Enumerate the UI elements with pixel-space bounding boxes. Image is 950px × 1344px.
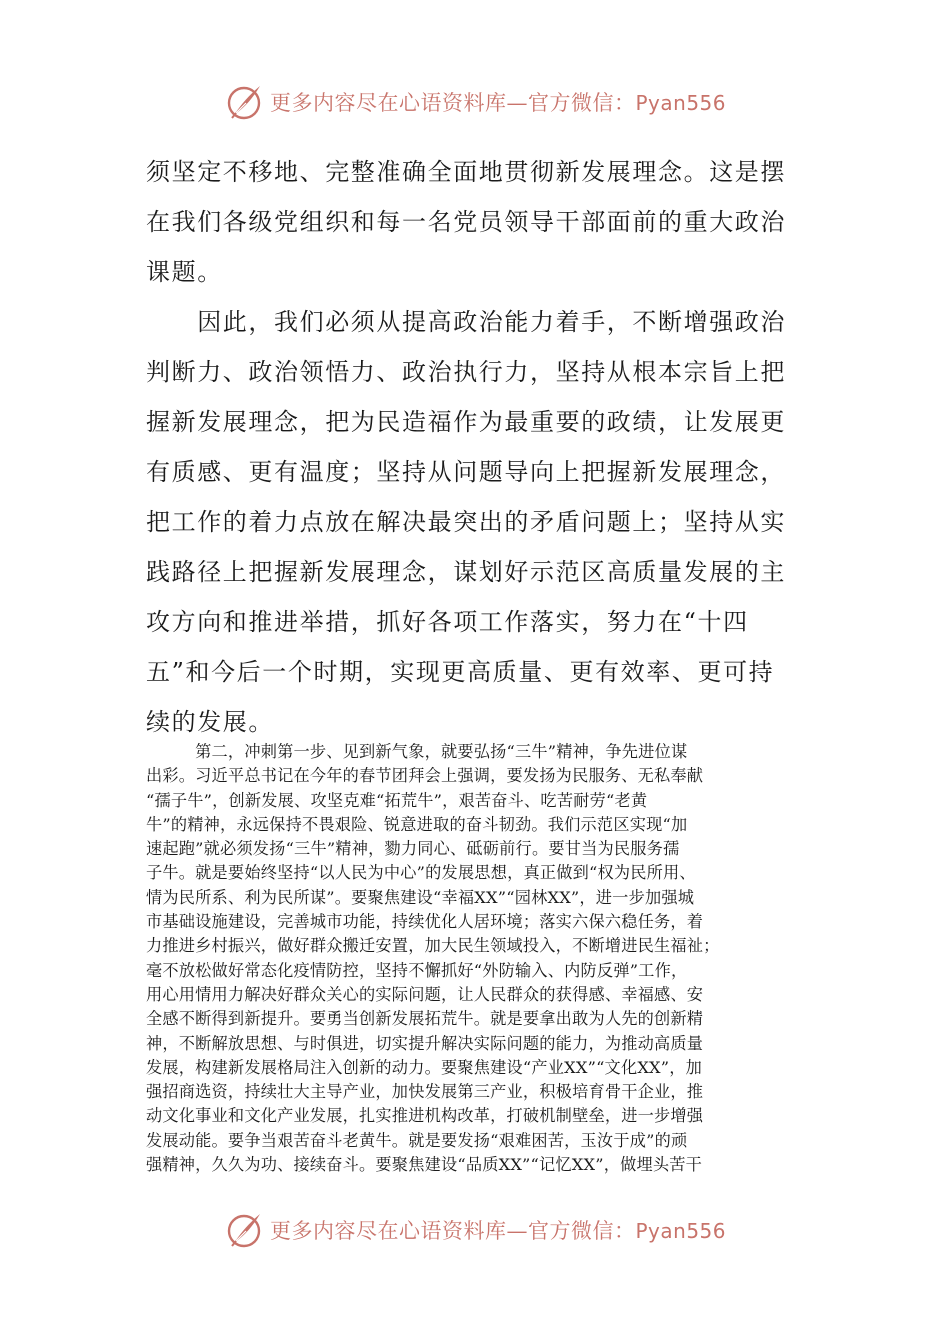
small-text-line: 力推进乡村振兴，做好群众搬迁安置，加大民生领域投入，不断增进民生福祉；: [146, 936, 720, 956]
large-text-block: [146, 147, 806, 747]
header-banner-text: [270, 87, 726, 117]
footer-banner-cn: 更多内容尽在心语资料库—官方微信：: [269, 1219, 636, 1243]
large-text-line: 把工作的着力点放在解决最突出的矛盾问题上；坚持从实: [146, 508, 786, 536]
small-text-line: 毫不放松做好常态化疫情防控，坚持不懈抓好“外防输入、内防反弹”工作，: [146, 960, 688, 980]
large-text-line: 续的发展。: [146, 708, 274, 736]
large-text-line: 践路径上把握新发展理念，谋划好示范区高质量发展的主: [146, 558, 786, 586]
large-text-line: 在我们各级党组织和每一名党员领导干部面前的重大政治: [146, 208, 786, 236]
small-text-line: 动文化事业和文化产业发展，扎实推进机构改革，打破机制壁垒，进一步增强: [146, 1106, 704, 1126]
small-text-line: 速起跑”就必须发扬“三牛”精神，勠力同心、砥砺前行。要甘当为民服务孺: [146, 839, 680, 859]
large-text-line: 攻方向和推进举措，抓好各项工作落实，努力在“十四: [146, 608, 749, 636]
footer-banner-wechat-id: Pyan556: [635, 1219, 726, 1243]
small-text-line: 子牛。就是要始终坚持“以人民为中心”的发展思想，真正做到“权为民所用、: [146, 863, 696, 883]
small-text-line: 发展，构建新发展格局注入创新的动力。要聚焦建设“产业XX”“文化XX”，加: [146, 1057, 703, 1077]
large-text-line: 判断力、政治领悟力、政治执行力，坚持从根本宗旨上把: [146, 358, 786, 386]
footer-banner-text: [270, 1215, 726, 1245]
small-text-line: 强精神，久久为功、接续奋斗。要聚焦建设“品质XX”“记忆XX”，做埋头苦干: [146, 1155, 703, 1175]
small-text-line: 强招商选资，持续壮大主导产业，加快发展第三产业，积极培育骨干企业，推: [146, 1082, 704, 1102]
footer-banner: [0, 1208, 950, 1252]
small-text-block: [146, 740, 810, 1177]
header-banner-cn: 更多内容尽在心语资料库—官方微信：: [269, 91, 636, 115]
small-text-line: 市基础设施建设，完善城市功能，持续优化人居环境；落实六保六稳任务，着: [146, 912, 704, 932]
large-text-line: 课题。: [146, 258, 223, 286]
large-text-line: 五”和今后一个时期，实现更高质量、更有效率、更可持: [146, 658, 775, 686]
quill-logo-icon: [224, 1210, 264, 1250]
large-text-line: 握新发展理念，把为民造福作为最重要的政绩，让发展更: [146, 408, 786, 436]
small-text-line: 神，不断解放思想、与时俱进，切实提升解决实际问题的能力，为推动高质量: [146, 1033, 704, 1053]
quill-logo-icon: [224, 82, 264, 122]
large-text-line: 有质感、更有温度；坚持从问题导向上把握新发展理念，: [146, 458, 786, 486]
small-text-line: 情为民所系、利为民所谋”。要聚焦建设“幸福XX”“园林XX”，进一步加强城: [146, 887, 695, 907]
small-text-line: 第二，冲刺第一步、见到新气象，就要弘扬“三牛”精神，争先进位谋: [146, 742, 688, 761]
small-text-line: 牛”的精神，永远保持不畏艰险、锐意进取的奋斗韧劲。我们示范区实现“加: [146, 814, 688, 834]
small-text-line: 用心用情用力解决好群众关心的实际问题，让人民群众的获得感、幸福感、安: [146, 984, 704, 1004]
small-text-line: “孺子牛”，创新发展、攻坚克难“拓荒牛”，艰苦奋斗、吃苦耐劳“老黄: [146, 790, 648, 810]
small-text-line: 出彩。习近平总书记在今年的春节团拜会上强调，要发扬为民服务、无私奉献: [146, 766, 704, 786]
large-text-line: 因此，我们必须从提高政治能力着手，不断增强政治: [146, 308, 786, 336]
header-banner-wechat-id: Pyan556: [635, 91, 726, 115]
header-banner: [0, 80, 950, 124]
large-text-line: 须坚定不移地、完整准确全面地贯彻新发展理念。这是摆: [146, 158, 786, 186]
small-text-line: 全感不断得到新提升。要勇当创新发展拓荒牛。就是要拿出敢为人先的创新精: [146, 1009, 704, 1029]
small-text-line: 发展动能。要争当艰苦奋斗老黄牛。就是要发扬“艰难困苦，玉汝于成”的顽: [146, 1130, 688, 1150]
